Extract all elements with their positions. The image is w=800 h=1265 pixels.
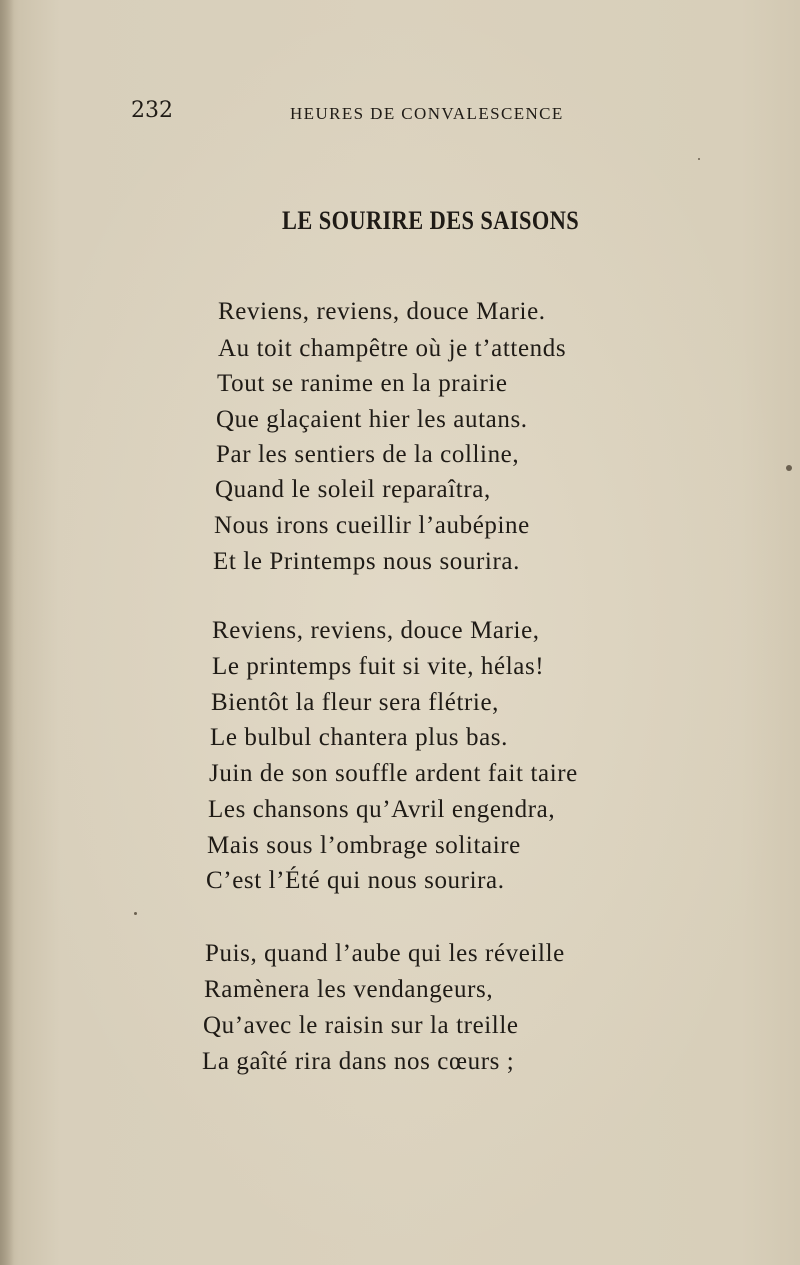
- verse-line: Et le Printemps nous sourira.: [213, 548, 520, 575]
- verse-line: Puis, quand l’aube qui les réveille: [205, 940, 565, 967]
- verse-line: C’est l’Été qui nous sourira.: [206, 867, 505, 894]
- running-header: [0, 98, 800, 128]
- verse-line: Reviens, reviens, douce Marie,: [212, 617, 540, 644]
- page-gutter-shadow: [0, 0, 14, 1265]
- paper-speck: [698, 158, 700, 160]
- verse-line: Tout se ranime en la prairie: [217, 370, 508, 397]
- book-title: HEURES DE CONVALESCENCE: [290, 104, 564, 123]
- verse-line: Qu’avec le raisin sur la treille: [203, 1012, 519, 1039]
- verse-line: Le printemps fuit si vite, hélas!: [212, 653, 545, 680]
- verse-line: Les chansons qu’Avril engendra,: [208, 796, 556, 823]
- verse-line: Bientôt la fleur sera flétrie,: [211, 689, 500, 716]
- verse-line: Mais sous l’ombrage solitaire: [207, 832, 521, 859]
- paper-speck: [134, 912, 137, 915]
- verse-line: Juin de son souffle ardent fait taire: [209, 760, 578, 787]
- verse-line: Quand le soleil reparaîtra,: [215, 476, 491, 503]
- verse-line: Reviens, reviens, douce Marie.: [218, 298, 546, 325]
- verse-line: Nous irons cueillir l’aubépine: [214, 512, 530, 539]
- verse-line: La gaîté rira dans nos cœurs ;: [202, 1048, 515, 1075]
- verse-line: Le bulbul chantera plus bas.: [210, 724, 508, 751]
- poem-title: LE SOURIRE DES SAISONS: [282, 206, 580, 235]
- paper-speck: [786, 465, 792, 471]
- verse-line: Ramènera les vendangeurs,: [204, 976, 494, 1003]
- verse-line: Que glaçaient hier les autans.: [216, 406, 528, 433]
- page-number: 232: [131, 98, 173, 123]
- verse-line: Par les sentiers de la colline,: [216, 441, 520, 468]
- verse-line: Au toit champêtre où je t’attends: [218, 335, 567, 362]
